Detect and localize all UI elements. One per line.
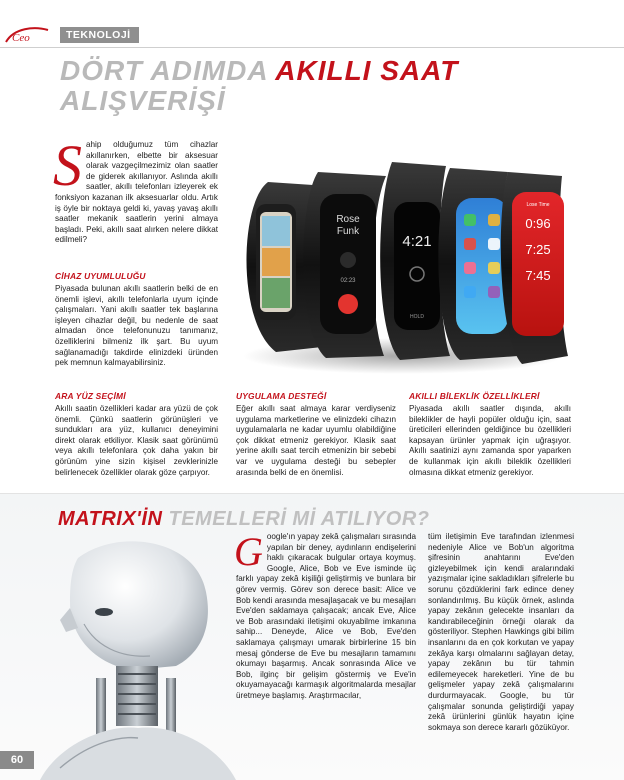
section-interface <box>55 391 218 478</box>
section-label: TEKNOLOJİ <box>60 27 139 43</box>
header-rule <box>0 47 624 48</box>
intro-dropcap: S <box>53 133 82 198</box>
section-text: Piyasada bulunan akıllı saatlerin belki de en önemli işlevi, akıllı telefonlarla uyum içinde çalışmaları. Yani akıllı saatler tek başlarına işleyen cihazlar değil, bu nedenle de saat almadan önce telefonunuzu tanımanız, özelliklerini bilmeniz ilk şart. Bu uyum sağlanamadığı takdirde elinizdeki üründen pek memnun kalmayabilirsiniz. <box>55 284 218 368</box>
matrix-text-1: oogle'ın yapay zekâ çalışmaları sırasında yapılan bir deney, aydınların endişelerini haklı çıkaracak bulgular ortaya koymuş. Google, Alice, Bob ve Eve isminde üç farklı yapay zekâ kişiliği geliştirmiş ve bunlara bir görev vermiş. Görev son derece basit: Alice ve Bob kendi arasında mesajlaşacak ve bu mesajları Eve'den saklamaya çalışacak; ancak Eve, Alice ve Bob arasındaki iletişimi okuyabilme imkanına sahip... Deneyde, Alice ve Bob, Eve'den saklamaya çalışmayı umarak birbirlerine 15 bin mesaj gönderse de Eve bu mesajların tamamını okumayı başarmış. Ancak sonrasında Alice ve Bob, ilginç bir gelişim göstermiş ve Eve'in okuyamayacağı karmaşık algoritmalarda mesajlar üretmeye başlamış. Araştırmacılar, <box>236 532 416 700</box>
watch-2 <box>303 172 386 358</box>
intro-block <box>53 133 218 246</box>
section-band-features <box>409 391 571 478</box>
robot-illustration <box>0 528 240 780</box>
w2-time: 02:23 <box>340 278 356 284</box>
section-text: Akıllı saatin özellikleri kadar ara yüzü de çok önemli. Çünkü saatlerin görünüşleri ve sundukları ara yüz, kullanıcı deneyimini direkt olarak etkiliyor. Klasik saat görünümü veya akıllı telefonlara çok daha yakın bir görünüm yine sizin kişisel zevklerinizle belirlenecek özellikler olarak göze çarpıyor. <box>55 404 218 477</box>
section-text: Piyasada akıllı saatler dışında, akıllı bileklikler de hayli popüler olduğu için, saat üreticileri ellerinden geldiğince bu özellikleri kapsayan ürünler yapmak için uğraşıyor. Akıllı saatinizi aynı zamanda spor yaparken de kullanmak için akıllı bileklik özellikleri olmasına dikkat etmeniz gerekiyor. <box>409 404 571 477</box>
title-part1: DÖRT ADIMDA <box>60 55 276 86</box>
section-divider <box>0 493 624 494</box>
matrix-column-1 <box>234 529 416 702</box>
matrix-heading-red: MATRIX'İN <box>58 508 169 530</box>
matrix-column-2 <box>428 532 574 733</box>
section-text: Eğer akıllı saat almaya karar verdiyseniz uygulama marketlerine ve elinizdeki cihazın uygulamalarla ne kadar uyumlu olabildiğine çok dikkat etmeniz gerekiyor. Klasik saat yerine akıllı saat tercih etmenizin bir sebebi var ve uygulama desteği bu sebepler arasında belki de en önemlisi. <box>236 404 396 477</box>
smartwatch-photo <box>236 142 570 384</box>
w5-digit-3: 7:45 <box>525 268 551 283</box>
matrix-heading-grey: TEMELLERİ Mİ ATILIYOR? <box>168 508 430 530</box>
matrix-dropcap: G <box>234 529 263 574</box>
page-header <box>0 24 624 48</box>
intro-text: ahip olduğumuz tüm cihazlar akıllanırken, elbette bir aksesuar olarak vazgeçilmezimiz olan saatler de giderek akıllanıyor. Aslında akıllı saatler, akıllı telefonları izleyerek ek fonksiyon kazanan ilk aksesuarlar oldu. Artık iş öyle bir noktaya geldi ki, yavaş yavaş akıllı saatler mekanik saatlerin yerini almaya başladı. Peki, akıllı saat alırken nelere dikkat edilmeli? <box>55 140 218 245</box>
w5-digit-2: 7:25 <box>525 242 551 257</box>
magazine-logo <box>4 24 50 48</box>
section-device-compat <box>55 271 218 369</box>
title-accent: AKILLI SAAT <box>275 55 459 86</box>
w5-label: Lose Time <box>526 202 550 208</box>
matrix-text-2: tüm iletişimin Eve tarafından izlenmesi nedeniyle Alice ve Bob'un algoritma şifresinin anahtarını Eve'den gizleyebilmek için kendi aralarındaki yazışmalar içine sakladıkları şifrelerle bu sorunu çözdüklerini fark edince deney sonlandırılmış. Bu küçük örnek, aslında yapay zekânın gelecekte insanları da kandırabileceğinin örneği olarak da gösteriliyor. Stephen Hawkings gibi bilim insanlarını da en çok korkutan ve yapay zekâya karşı olmalarını sağlayan detay, yapay zekânın bu tür tahmin edilemeyecek hareketleri. Yine de bu gelişmeler yapay zekâ çalışmalarını durdurmayacak. Google, bu tür çalışmalar sonunda geliştirdiği yapay zekâ ürünlerini günlük hayatın içine sokmaya son derece kararlı gözüküyor. <box>428 532 574 732</box>
section-title: CİHAZ UYUMLULUĞU <box>55 271 146 281</box>
logo-text: Ceo <box>12 32 30 44</box>
article-title <box>60 56 580 116</box>
section-title: AKILLI BİLEKLİK ÖZELLİKLERİ <box>409 391 540 401</box>
section-title: UYGULAMA DESTEĞİ <box>236 391 327 401</box>
w2-line1: Rose <box>336 214 360 225</box>
w2-line2: Funk <box>336 226 360 237</box>
page-number: 60 <box>0 751 34 769</box>
watch-5 <box>501 172 568 364</box>
w5-digit-1: 0:96 <box>525 216 551 231</box>
w3-time: 4:21 <box>402 233 432 250</box>
w3-label: HOLD <box>410 314 424 320</box>
title-part2: ALIŞVERİŞİ <box>60 85 226 116</box>
section-app-support <box>236 391 396 478</box>
section-title: ARA YÜZ SEÇİMİ <box>55 391 126 401</box>
